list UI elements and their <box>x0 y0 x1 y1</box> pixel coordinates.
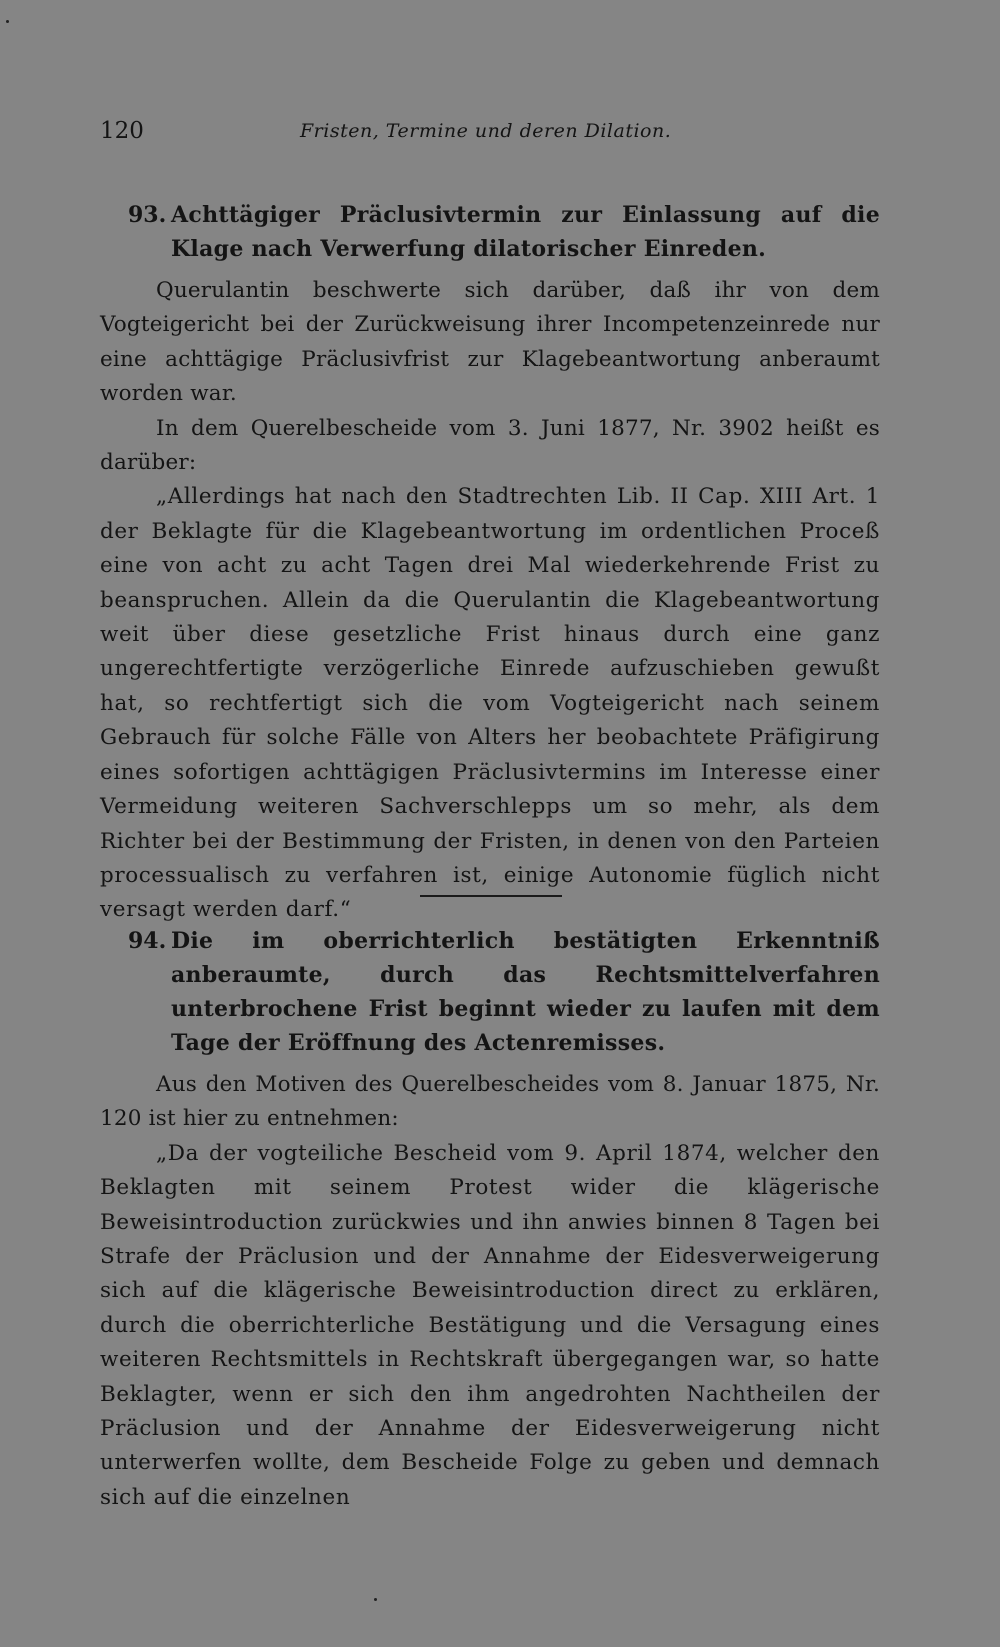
quoted-paragraph: „Da der vogteiliche Bescheid vom 9. April 1874, welcher den Beklagten mit seinem Protest wider die klägerische Beweisintroduction zurückwies und ihn anwies binnen 8 Tagen bei Strafe der Präclusion und der Annahme der Eidesverweigerung sich auf die klägerische Beweisintroduction direct zu erklären, durch die oberrichterliche Bestätigung und die Versagung eines weiteren Rechtsmittels in Rechtskraft übergegangen war, so hatte Beklagter, wenn er sich den ihm angedrohten Nachtheilen der Präclusion und der Annahme der Eidesverweigerung nicht unterwerfen wollte, dem Bescheide Folge zu geben und demnach sich auf die einzelnen <box>100 1140 880 1510</box>
section-heading <box>100 198 880 266</box>
section-heading <box>100 924 880 1060</box>
section-94 <box>100 924 880 1515</box>
section-title: Achttägiger Präclusivtermin zur Einlassung auf die Klage nach Verwerfung dilatorischer Einreden. <box>171 202 880 262</box>
section-divider <box>420 895 562 897</box>
running-title: Fristen, Termine und deren Dilation. <box>300 120 672 142</box>
section-title: Die im oberrichterlich bestätigten Erkenntniß anberaumte, durch das Rechtsmittelverfahren unterbrochene Frist beginnt wieder zu laufen mit dem Tage der Eröffnung des Actenremisses. <box>171 928 880 1056</box>
section-number: 93. <box>128 202 167 228</box>
scan-speck <box>374 1598 377 1601</box>
scan-speck <box>6 20 9 23</box>
paragraph: Querulantin beschwerte sich darüber, daß ihr von dem Vogteigericht bei der Zurückweisung ihrer Incompetenzeinrede nur eine achttägige Präclusivfrist zur Klagebeantwortung anberaumt worden war. <box>100 278 880 407</box>
section-93 <box>100 198 880 928</box>
paragraph: In dem Querelbescheide vom 3. Juni 1877, Nr. 3902 heißt es darüber: <box>100 415 880 476</box>
quoted-paragraph: „Allerdings hat nach den Stadtrechten Lib. II Cap. XIII Art. 1 der Beklagte für die Klagebeantwortung im ordentlichen Proceß eine von acht zu acht Tagen drei Mal wiederkehrende Frist zu beanspruchen. Allein da die Querulantin die Klagebeantwortung weit über diese gesetzliche Frist hinaus durch eine ganz ungerechtfertigte verzögerliche Einrede aufzuschieben gewußt hat, so rechtfertigt sich die vom Vogteigericht nach seinem Gebrauch für solche Fälle von Alters her beobachtete Präfigirung eines sofortigen achttägigen Präclusivtermins im Interesse einer Vermeidung weiteren Sachverschlepps um so mehr, als dem Richter bei der Bestimmung der Fristen, in denen von den Parteien processualisch zu verfahren ist, einige Autonomie füglich nicht versagt werden darf.“ <box>100 484 880 923</box>
section-number: 94. <box>128 928 167 954</box>
paragraph: Aus den Motiven des Querelbescheides vom 8. Januar 1875, Nr. 120 ist hier zu entnehmen: <box>100 1072 880 1132</box>
page-number: 120 <box>100 118 144 144</box>
